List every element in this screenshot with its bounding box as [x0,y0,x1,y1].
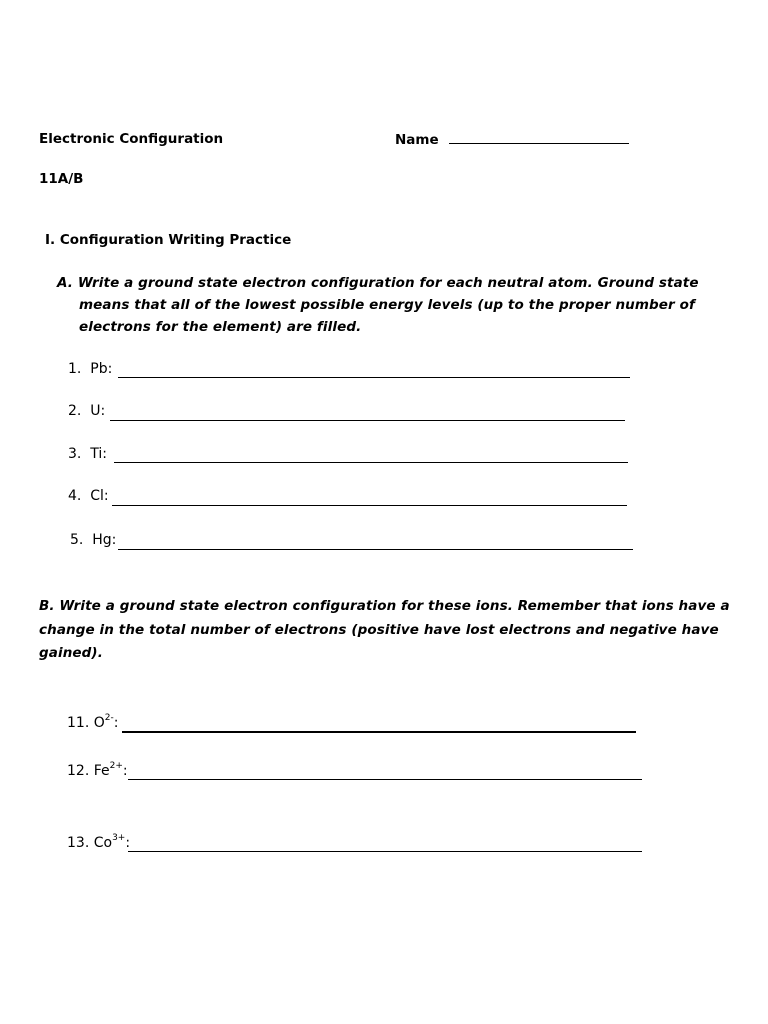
name-label: Name [395,132,439,148]
part-b-line-1: B. Write a ground state electron configuration for these ions. Remember that ions have a [39,598,730,614]
name-blank[interactable] [449,131,629,144]
ion-charge: 3+ [112,833,126,843]
part-b-line-2: change in the total number of electrons (positive have lost electrons and negative have [39,621,719,638]
part-a-line-2: means that all of the lowest possible energy levels (up to the proper number of [79,297,695,313]
answer-line-cl[interactable] [112,505,627,506]
answer-line-u[interactable] [110,420,625,421]
name-field-row [395,131,629,148]
list-item [68,361,112,377]
ion-symbol: O [93,715,105,731]
list-item [68,488,109,504]
ion-colon: : [122,763,128,779]
list-item [68,446,107,462]
item-number: 4. [68,488,82,504]
list-item [68,403,105,419]
ion-colon: : [113,715,119,731]
answer-line-ti[interactable] [114,462,628,463]
section-heading: I. Configuration Writing Practice [45,232,292,248]
part-b-instructions [39,595,730,666]
element-label: Cl: [90,488,109,504]
worksheet-title: Electronic Configuration [39,131,224,147]
answer-line-fe2[interactable] [128,779,642,780]
ion-charge: 2+ [109,761,123,771]
element-label: Hg: [92,532,117,548]
part-a-line-3: electrons for the element) are filled. [79,319,362,335]
part-a-line-1: A. Write a ground state electron configuration for each neutral atom. Ground state [57,275,699,291]
element-label: Ti: [90,446,107,462]
part-b-line-3: gained). [39,645,103,661]
element-label: U: [90,403,106,419]
ion-colon: : [125,835,131,851]
list-item [67,835,130,851]
list-item [67,763,128,779]
item-number: 1. [68,361,82,377]
part-a-instructions [57,272,699,338]
answer-line-hg[interactable] [118,549,633,550]
answer-line-o2[interactable] [122,731,636,733]
item-number: 5. [70,532,84,548]
ion-charge: 2- [104,713,114,723]
item-number: 11. [67,715,90,731]
item-number: 12. [67,763,90,779]
item-number: 2. [68,403,82,419]
list-item [70,532,116,548]
ion-symbol: Co [93,835,113,851]
answer-line-pb[interactable] [118,377,630,378]
class-code: 11A/B [39,171,84,187]
answer-line-co3[interactable] [128,851,642,852]
item-number: 13. [67,835,90,851]
ion-symbol: Fe [93,763,110,779]
item-number: 3. [68,446,82,462]
element-label: Pb: [90,361,113,377]
list-item [67,715,118,731]
